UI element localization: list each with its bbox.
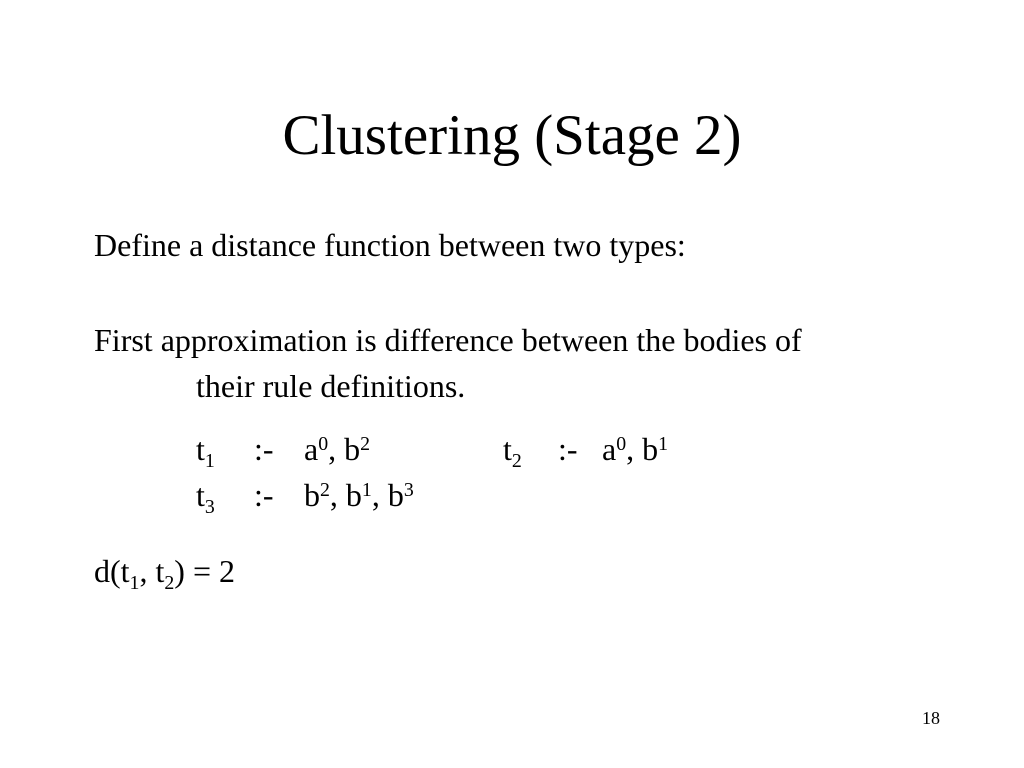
rule-1-literal-1-base: a — [304, 431, 319, 467]
rule-2-head-name: t — [503, 431, 512, 467]
rule-2-literal-1-comma: , — [626, 431, 643, 467]
rule-1-literal-2-superscript: 2 — [360, 433, 371, 456]
slide-title: Clustering (Stage 2) — [282, 104, 742, 167]
distance-prefix: d(t — [94, 553, 130, 589]
page-number: 18 — [922, 708, 940, 728]
rule-2-literal-2-superscript: 1 — [658, 433, 669, 456]
rule-2-body — [602, 427, 668, 471]
rule-2-literal-1-superscript: 0 — [616, 433, 627, 456]
rule-2-head — [503, 427, 522, 471]
rule-1-head-subscript: 1 — [204, 449, 215, 472]
rule-3-literal-3-base: b — [387, 477, 404, 513]
rule-3-body — [304, 473, 414, 517]
rule-1-literal-1-comma: , — [328, 431, 345, 467]
rule-3-head-name: t — [196, 477, 205, 513]
distance-arg-2-subscript: 2 — [164, 571, 175, 594]
rule-2-head-subscript: 2 — [511, 449, 522, 472]
rule-3-literal-1-comma: , — [329, 477, 346, 513]
rule-1-literal-1-superscript: 0 — [318, 433, 329, 456]
rule-3-literal-1-base: b — [304, 477, 320, 513]
rule-1-separator: :- — [254, 431, 274, 467]
rule-1-head — [196, 427, 215, 471]
rule-3-literal-3-superscript: 3 — [403, 479, 414, 502]
rule-3-literal-1-superscript: 2 — [320, 479, 330, 502]
rule-3-separator: :- — [254, 477, 274, 513]
rule-3-literal-2-base: b — [345, 477, 362, 513]
rule-3-head — [196, 473, 215, 517]
rule-1-body — [304, 427, 370, 471]
rule-2-separator: :- — [558, 431, 578, 467]
rule-3-literal-2-comma: , — [371, 477, 388, 513]
distance-suffix: ) = 2 — [174, 553, 235, 589]
approximation-text-line-2: their rule definitions. — [196, 368, 466, 404]
distance-mid: , t — [139, 553, 165, 589]
distance-result — [94, 549, 235, 593]
rule-1-head-name: t — [196, 431, 205, 467]
rule-1-literal-2-base: b — [344, 431, 361, 467]
rule-3-head-subscript: 3 — [204, 495, 215, 518]
rule-2-literal-2-base: b — [642, 431, 659, 467]
distance-arg-1-subscript: 1 — [129, 571, 140, 594]
rule-2-literal-1-base: a — [602, 431, 617, 467]
approximation-text-line-1: First approximation is difference between the bodies of — [94, 322, 802, 358]
definition-text: Define a distance function between two types: — [94, 227, 686, 263]
rule-3-literal-2-superscript: 1 — [361, 479, 372, 502]
